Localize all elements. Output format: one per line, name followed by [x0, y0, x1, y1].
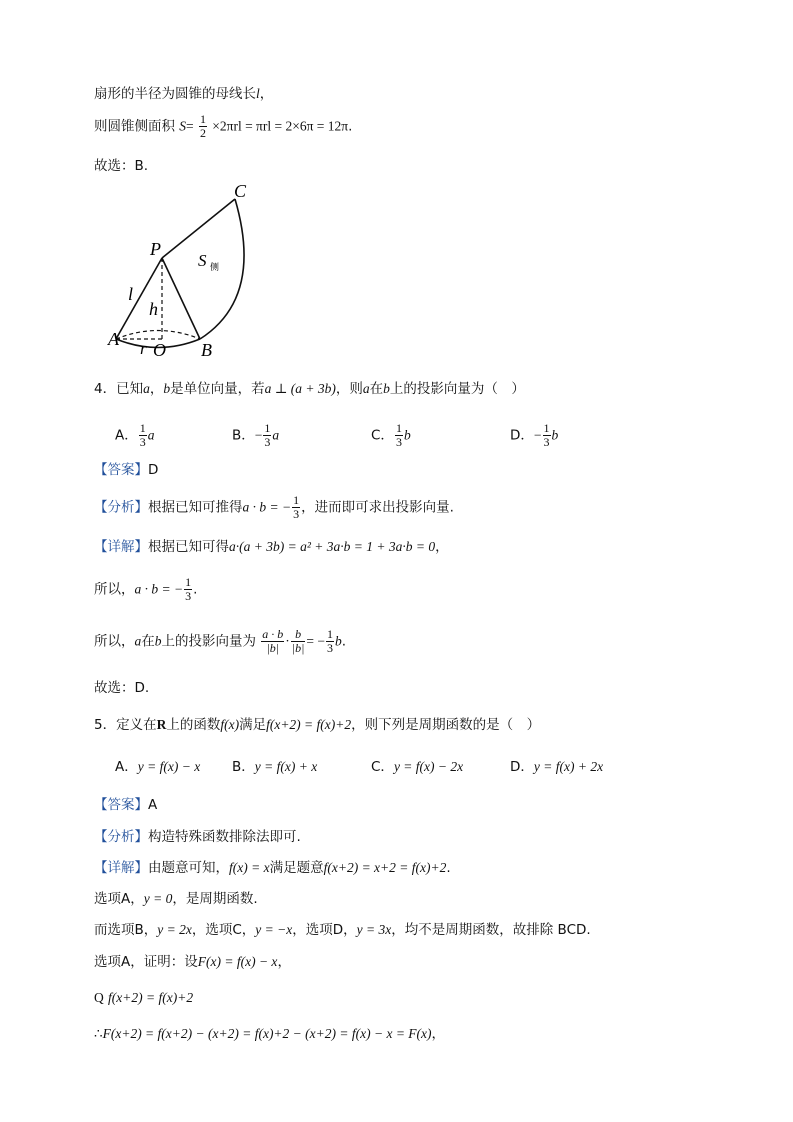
q4-detail: 【详解】根据已知可得a·(a + 3b) = a² + 3a·b = 1 + 3a·b = 0，: [94, 539, 449, 555]
q4-option-b[interactable]: B．− $\frac{1}{3}$ a: [232, 421, 280, 449]
q5-answer: 【答案】A: [94, 797, 158, 813]
q5-last-line: ∴F(x+2) = f(x+2) − (x+2) = f(x)+2 − (x+2) = f(x) − x = F(x)，: [94, 1026, 446, 1042]
q5-detail: 【详解】由题意可知，f(x) = x满足题意f(x+2) = x+2 = f(x)+2.: [94, 860, 451, 876]
sol3-line2: 则圆锥侧面积 S= $\frac{1}{2}$ ×2πrl = πrl = 2×6π = 12π.: [94, 112, 353, 140]
cone-side-pb: [162, 258, 200, 339]
label-b: B: [201, 340, 212, 360]
label-p: P: [150, 239, 161, 259]
q4-option-a[interactable]: A． $\frac{1}{3}$ a: [115, 421, 155, 449]
label-h: h: [149, 299, 158, 319]
q4-choice: 故选：D.: [94, 680, 150, 696]
label-c: C: [234, 181, 247, 201]
q5-others: 而选项B，y = 2x，选项C，y = −x，选项D，y = 3x，均不是周期函数，故排除 BCD.: [94, 922, 591, 938]
q5-stem: 5．定义在R上的函数f(x)满足f(x+2) = f(x)+2，则下列是周期函数的是（ ）: [94, 717, 541, 733]
q5-option-d[interactable]: D．y = f(x) + 2x: [510, 759, 604, 775]
q5-option-a[interactable]: A．y = f(x) − x: [115, 759, 201, 775]
sector-arc: [200, 199, 244, 339]
label-s-sub: 侧: [210, 262, 220, 272]
q4-analysis: 【分析】根据已知可推得a · b = − $\frac{1}{3}$ ，进而即可求出投影向量.: [94, 493, 454, 521]
label-l: l: [128, 284, 134, 304]
q4-so1: 所以，a · b = − $\frac{1}{3}$ .: [94, 575, 198, 603]
q5-option-b[interactable]: B．y = f(x) + x: [232, 759, 318, 775]
q5-analysis: 【分析】构造特殊函数排除法即可.: [94, 829, 301, 845]
label-s: S: [198, 251, 207, 270]
label-a: A: [108, 329, 119, 349]
q5-option-a-note: 选项A，y = 0，是周期函数.: [94, 891, 258, 907]
sol3-choice: 故选：B.: [94, 158, 149, 174]
cone-sector-figure: [106, 178, 266, 362]
q5-q-line: Q f(x+2) = f(x)+2: [94, 990, 194, 1005]
label-r: r: [140, 339, 147, 358]
fraction-half: $\frac{1}{2}$: [199, 112, 206, 140]
sol3-line1: 扇形的半径为圆锥的母线长l，: [94, 86, 274, 102]
q5-option-c[interactable]: C．y = f(x) − 2x: [371, 759, 464, 775]
q4-answer: 【答案】D: [94, 462, 159, 478]
q4-so2: 所以，a在b上的投影向量为 $\frac{a \cdot b}{|b|}$ · $\frac{b}{|b|}$ = − $\frac{1}{3}$ b.: [94, 627, 347, 655]
sector-edge-pc: [162, 199, 235, 258]
q4-stem: 4．已知a，b是单位向量，若a ⊥ (a + 3b)，则a在b上的投影向量为（ ）: [94, 381, 525, 397]
q4-option-d[interactable]: D．− $\frac{1}{3}$ b: [510, 421, 559, 449]
label-o: O: [153, 340, 166, 360]
base-back: [116, 331, 200, 340]
q5-proof: 选项A，证明：设F(x) = f(x) − x，: [94, 954, 291, 970]
q4-option-c[interactable]: C． $\frac{1}{3}$ b: [371, 421, 411, 449]
